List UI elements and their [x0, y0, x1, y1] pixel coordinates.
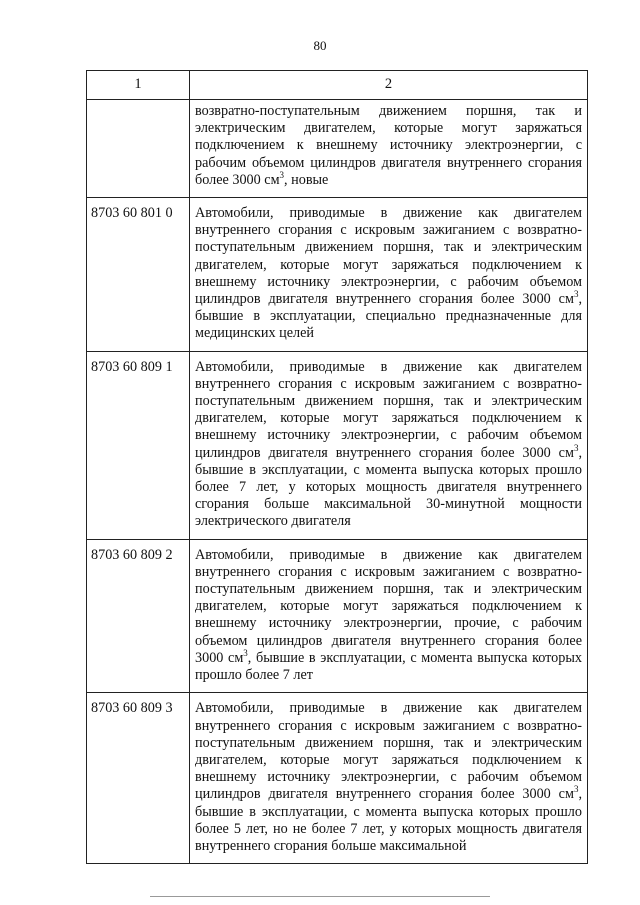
row-description-tail: , бывшие в эксплуатации, с момента выпуска которых прошло более 7 лет — [195, 649, 582, 684]
table-row — [87, 198, 588, 352]
row-description-text: Автомобили, приводимые в движение как двигателем внутреннего сгорания с искровым зажиганием с возвратно-поступательным движением поршня, так и электрическим двигателем, которые могут заряжаться подключением к внешнему источнику электроэнергии, с рабочим объемом цилиндров двигателя внутреннего сгорания более 3000 см — [195, 205, 582, 308]
row-description — [190, 351, 588, 539]
row-description — [190, 198, 588, 352]
page-number: 80 — [313, 38, 327, 53]
column-header-code: 1 — [87, 71, 190, 100]
table-row — [87, 693, 588, 864]
row-description-tail: , бывшие в эксплуатации, специально предназначенные для медицинских целей — [195, 291, 582, 342]
table-row — [87, 351, 588, 539]
table-row — [87, 539, 588, 693]
row-description — [190, 539, 588, 693]
row-description — [190, 100, 588, 198]
row-code: 8703 60 809 1 — [87, 351, 190, 539]
row-code: 8703 60 801 0 — [87, 198, 190, 352]
row-code: 8703 60 809 3 — [87, 693, 190, 864]
row-description-text: Автомобили, приводимые в движение как двигателем внутреннего сгорания с искровым зажиганием с возвратно-поступательным движением поршня, так и электрическим двигателем, которые могут заряжаться подключением к внешнему источнику электроэнергии, прочие, с рабочим объемом цилиндров двигателя внутреннего сгорания более 3000 см — [195, 546, 582, 666]
row-description-tail: , новые — [284, 171, 329, 188]
row-description-superscript: 3 — [279, 169, 285, 180]
row-description-superscript: 3 — [573, 784, 579, 795]
row-description-superscript: 3 — [573, 442, 579, 453]
tariff-table — [86, 70, 588, 864]
row-code — [87, 100, 190, 198]
page-footer-line — [150, 896, 490, 897]
row-code: 8703 60 809 2 — [87, 539, 190, 693]
row-description-text: возвратно-поступательным движением поршня, так и электрическим двигателем, которые могут заряжаться подключением к внешнему источнику электроэнергии, с рабочим объемом цилиндров двигателя внутреннего сгорания более 3000 см — [195, 103, 582, 188]
row-description-superscript: 3 — [243, 647, 248, 658]
row-description-tail: , бывшие в эксплуатации, с момента выпуска которых прошло более 7 лет, у которых мощность двигателя внутреннего сгорания больше максимальной 30-минутной мощности электрического двигателя — [195, 444, 582, 530]
row-description — [190, 693, 588, 864]
row-description-text: Автомобили, приводимые в движение как двигателем внутреннего сгорания с искровым зажиганием с возвратно-поступательным движением поршня, так и электрическим двигателем, которые могут заряжаться подключением к внешнему источнику электроэнергии, с рабочим объемом цилиндров двигателя внутреннего сгорания более 3000 см — [195, 358, 582, 461]
table-row — [87, 100, 588, 198]
row-description-tail: , бывшие в эксплуатации, с момента выпуска которых прошло более 5 лет, но не более 7 лет, у которых мощность двигателя внутреннего сгорания больше максимальной — [195, 786, 582, 854]
row-description-text: Автомобили, приводимые в движение как двигателем внутреннего сгорания с искровым зажиганием с возвратно-поступательным движением поршня, так и электрическим двигателем, которые могут заряжаться подключением к внешнему источнику электроэнергии, с рабочим объемом цилиндров двигателя внутреннего сгорания более 3000 см — [195, 700, 582, 803]
table-header-row — [87, 71, 588, 100]
row-description-superscript: 3 — [573, 289, 579, 300]
column-header-description: 2 — [190, 71, 588, 100]
